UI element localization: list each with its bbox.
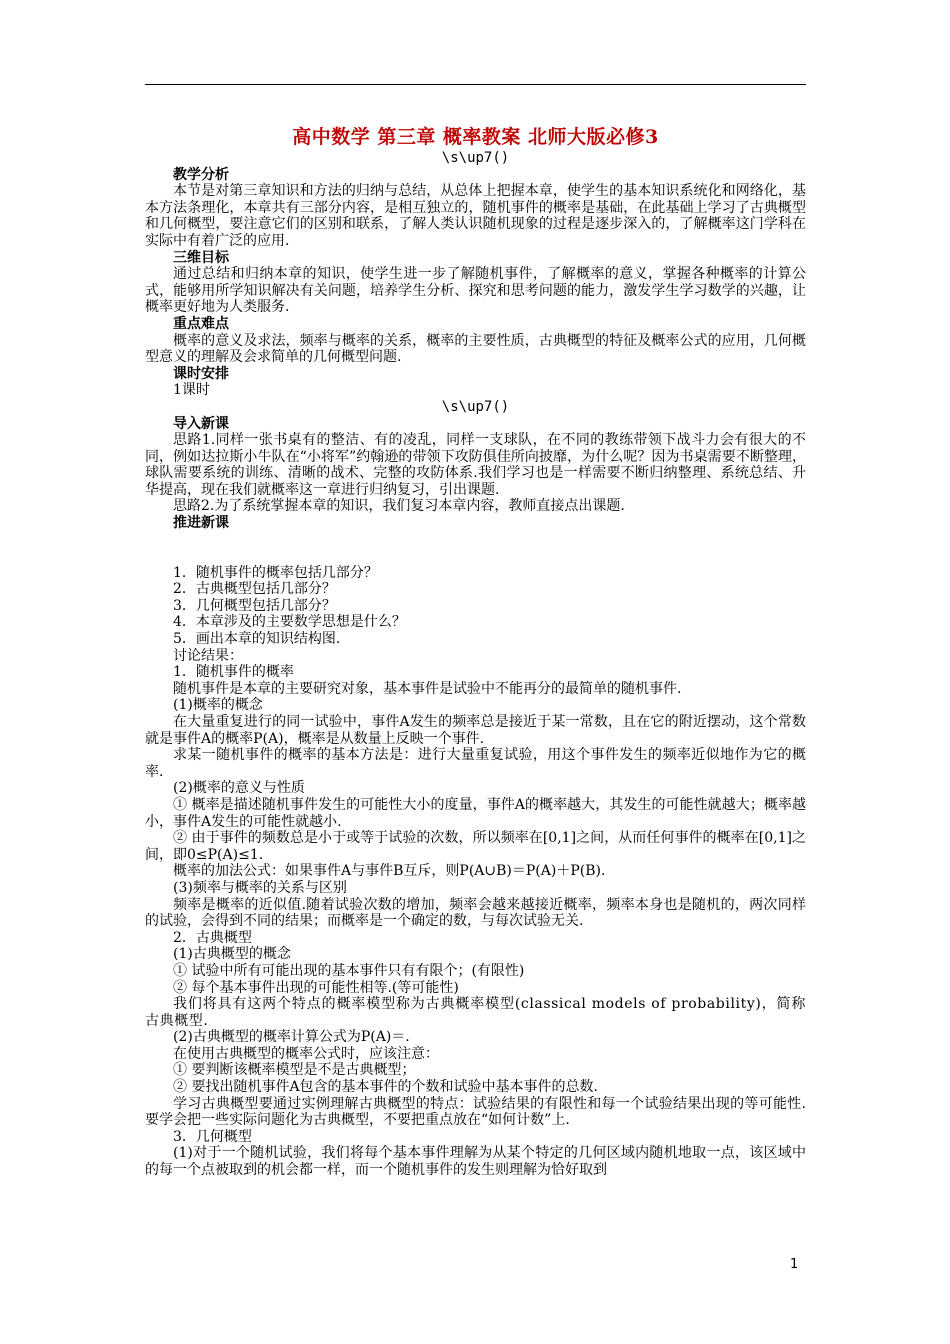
discussion-line: 在使用古典概型的概率公式时，应该注意：: [173, 1045, 439, 1062]
spacer: [145, 532, 806, 565]
field-code: \s\up7(): [441, 398, 510, 415]
section-heading-schedule: 课时安排: [173, 365, 229, 382]
header-rule: [145, 84, 806, 85]
discussion-paragraph: (1)对于一个随机试验，我们将每个基本事件理解为从某个特定的几何区域内随机地取一点，该区域中的每一个点被取到的机会都一样，而一个随机事件的发生则理解为恰好取到: [145, 1145, 806, 1179]
document-body: [145, 124, 806, 1179]
subsection-title: (2)概率的意义与性质: [173, 780, 305, 797]
question-item: 5．画出本章的知识结构图.: [173, 631, 341, 648]
page-number: 1: [790, 1257, 799, 1272]
section-heading-goals: 三维目标: [173, 249, 229, 266]
discussion-paragraph: 随机事件是本章的主要研究对象，基本事件是试验中不能再分的最简单的随机事件.: [173, 680, 682, 697]
subsection-title: 3．几何概型: [173, 1128, 252, 1145]
discussion-paragraph: 求某一随机事件的概率的基本方法是：进行大量重复试验，用这个事件发生的频率近似地作为它的概率.: [145, 747, 806, 780]
discussion-paragraph: 频率是概率的近似值.随着试验次数的增加，频率会越来越接近概率，频率本身也是随机的，两次同样的试验，会得到不同的结果；而概率是一个确定的数，与每次试验无关.: [145, 896, 806, 930]
analysis-paragraph: 本节是对第三章知识和方法的归纳与总结，从总体上把握本章，使学生的基本知识系统化和网络化，基本方法条理化，本章共有三部分内容，是相互独立的，随机事件的概率是基础，在此基础上学习了古典概型和几何概型，要注意它们的区别和联系，了解人类认识随机现象的过程是逐步深入的，了解概率这门学科在实际中有着广泛的应用.: [145, 183, 806, 249]
question-item: 3．几何概型包括几部分？: [173, 597, 336, 614]
discussion-paragraph: ① 概率是描述随机事件发生的可能性大小的度量，事件A的概率越大，其发生的可能性就越大；概率越小，事件A发生的可能性就越小.: [145, 796, 806, 830]
section-heading-intro: 导入新课: [173, 415, 229, 432]
section-heading-new-lesson: 推进新课: [173, 515, 229, 532]
subsection-title: 2．古典概型: [173, 929, 252, 946]
subsection-title: (2)古典概型的概率计算公式为P(A)＝.: [173, 1029, 410, 1046]
intro-paragraph-2: 思路2.为了系统掌握本章的知识，我们复习本章内容，教师直接点出课题.: [173, 498, 625, 515]
intro-paragraph-1: 思路1.同样一张书桌有的整洁、有的凌乱，同样一支球队，在不同的教练带领下战斗力会有很大的不同，例如达拉斯小牛队在“小将军”约翰逊的带领下攻防俱佳所向披靡，为什么呢？因为书桌需要不断整理，球队需要系统的训练、清晰的战术、完整的攻防体系.我们学习也是一样需要不断归纳整理、系统总结、升华提高，现在我们就概率这一章进行归纳复习，引出课题.: [145, 432, 806, 498]
discussion-paragraph: ② 由于事件的频数总是小于或等于试验的次数，所以频率在[0,1]之间，从而任何事件的概率在[0,1]之间，即0≤P(A)≤1.: [145, 830, 806, 863]
schedule-text: 1课时: [173, 382, 210, 399]
discussion-paragraph: 我们将具有这两个特点的概率模型称为古典概率模型(classical models of probability)，简称古典概型.: [145, 996, 806, 1029]
discussion-paragraph: 在大量重复进行的同一试验中，事件A发生的频率总是接近于某一常数，且在它的附近摆动，这个常数就是事件A的概率P(A)，概率是从数量上反映一个事件.: [145, 714, 806, 747]
question-item: 1．随机事件的概率包括几部分？: [173, 564, 378, 581]
discussion-line: ① 要判断该概率模型是不是古典概型；: [173, 1062, 416, 1079]
discussion-line: ② 每个基本事件出现的可能性相等.(等可能性): [173, 979, 459, 996]
section-heading-key-points: 重点难点: [173, 315, 229, 332]
subsection-title: (1)古典概型的概念: [173, 946, 291, 963]
field-code: \s\up7(): [441, 150, 510, 166]
subsection-title: (1)概率的概念: [173, 697, 263, 714]
discussion-paragraph: 学习古典概型要通过实例理解古典概型的特点：试验结果的有限性和每一个试验结果出现的等可能性.要学会把一些实际问题化为古典概型，不要把重点放在“如何计数”上.: [145, 1095, 806, 1129]
question-item: 4．本章涉及的主要数学思想是什么？: [173, 614, 406, 631]
question-item: 2．古典概型包括几部分？: [173, 581, 336, 598]
discussion-paragraph: 概率的加法公式：如果事件A与事件B互斥，则P(A∪B)＝P(A)＋P(B).: [173, 863, 606, 880]
discussion-line: ① 试验中所有可能出现的基本事件只有有限个；(有限性): [173, 962, 525, 979]
document-title: 高中数学 第三章 概率教案 北师大版必修3: [292, 126, 659, 148]
discussion-label: 讨论结果：: [173, 647, 243, 664]
subsection-title: 1．随机事件的概率: [173, 664, 294, 681]
key-points-paragraph: 概率的意义及求法，频率与概率的关系，概率的主要性质，古典概型的特征及概率公式的应用，几何概型意义的理解及会求简单的几何概型问题.: [145, 332, 806, 366]
goals-paragraph: 通过总结和归纳本章的知识，使学生进一步了解随机事件，了解概率的意义，掌握各种概率的计算公式，能够用所学知识解决有关问题，培养学生分析、探究和思考问题的能力，激发学生学习数学的兴趣，让概率更好地为人类服务.: [145, 266, 806, 316]
subsection-title: (3)频率与概率的关系与区别: [173, 879, 347, 896]
section-heading-analysis: 教学分析: [173, 166, 229, 183]
discussion-line: ② 要找出随机事件A包含的基本事件的个数和试验中基本事件的总数.: [173, 1079, 599, 1096]
